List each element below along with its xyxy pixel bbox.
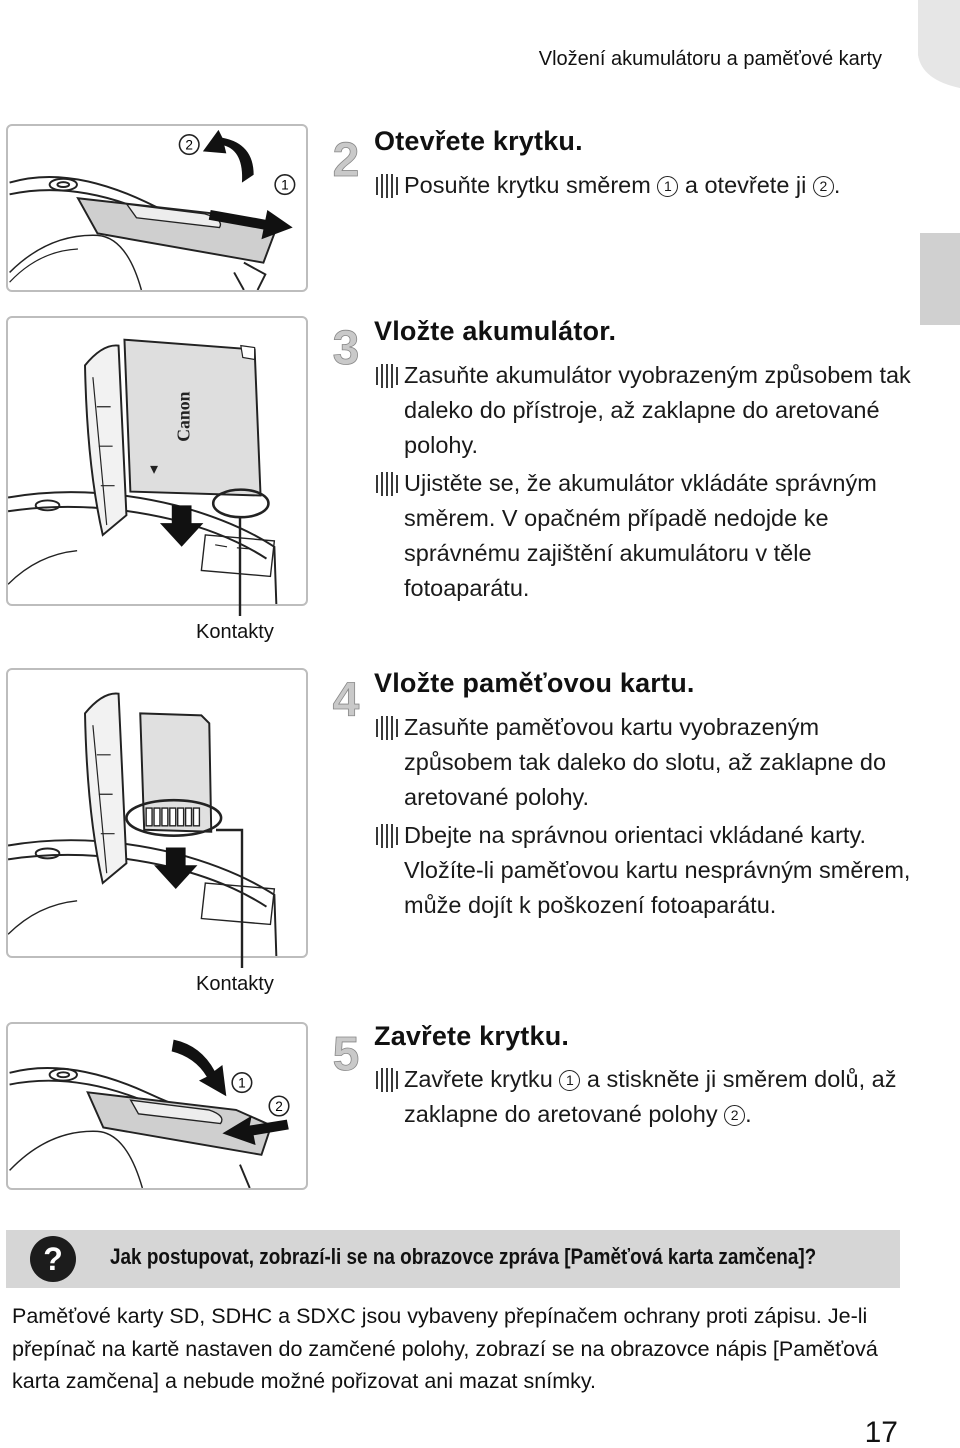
callout-1-inline: 1 bbox=[657, 176, 678, 197]
contacts-label-card: Kontakty bbox=[196, 973, 274, 995]
faq-question-text: Jak postupovat, zobrazí-li se na obrazovce zpráva [Paměťová karta zamčena]? bbox=[110, 1244, 817, 1269]
illus2-callout-2: 2 bbox=[185, 137, 194, 153]
callout-1-inline: 1 bbox=[559, 1070, 580, 1091]
contacts-label-battery: Kontakty bbox=[196, 621, 274, 643]
step-number-4 bbox=[325, 674, 367, 722]
illustration-open-cover bbox=[6, 124, 308, 292]
memory-card bbox=[140, 713, 211, 831]
page-number: 17 bbox=[864, 1416, 898, 1448]
illus5-callout-1: 1 bbox=[238, 1075, 246, 1091]
illus5-callout-2: 2 bbox=[275, 1098, 283, 1114]
illustration-close-cover bbox=[6, 1022, 308, 1190]
svg-text:5: 5 bbox=[332, 1028, 360, 1076]
chapter-side-tab bbox=[920, 233, 960, 325]
step-title-5: Zavřete krytku. bbox=[374, 1021, 570, 1051]
step3-bullet-2: Ujistěte se, že akumulátor vkládáte správným směrem. V opačném případě nedojde ke správnému zajištění akumulátoru v těle fotoaparátu. bbox=[374, 466, 914, 606]
callout-2-inline: 2 bbox=[813, 176, 834, 197]
open-direction-arrow-2 bbox=[203, 130, 254, 183]
bullet-icon bbox=[374, 471, 402, 497]
illus2-callout-1: 1 bbox=[281, 177, 289, 193]
battery-brand-label: Canon bbox=[173, 391, 194, 442]
battery bbox=[124, 340, 260, 496]
callout-2-inline: 2 bbox=[724, 1105, 745, 1126]
close-direction-arrow-1 bbox=[172, 1040, 227, 1097]
question-mark-icon: ? bbox=[30, 1236, 76, 1282]
bullet-icon bbox=[374, 715, 402, 741]
step-number-5 bbox=[325, 1028, 367, 1076]
step-number-2 bbox=[325, 134, 367, 182]
illustration-insert-battery bbox=[6, 316, 308, 606]
step-title-2: Otevřete krytku. bbox=[374, 126, 583, 156]
step-title-4: Vložte paměťovou kartu. bbox=[374, 668, 695, 698]
step3-bullet-1: Zasuňte akumulátor vyobrazeným způsobem tak daleko do přístroje, až zaklapne do aretované polohy. bbox=[374, 358, 914, 463]
faq-answer-text: Paměťové karty SD, SDHC a SDXC jsou vybaveny přepínačem ochrany proti zápisu. Je-li přepínač na kartě nastaven do zamčené polohy, zobrazí se na obrazovce nápis [Paměťová karta zamčena] a nebude možné pořizovat ani mazat snímky. bbox=[12, 1304, 878, 1393]
svg-text:2: 2 bbox=[332, 134, 360, 182]
step-title-3: Vložte akumulátor. bbox=[374, 316, 617, 346]
contacts-leader-line-3 bbox=[236, 518, 244, 616]
illustration-insert-card bbox=[6, 668, 308, 958]
bullet-icon bbox=[374, 1067, 402, 1093]
svg-text:3: 3 bbox=[332, 322, 360, 370]
faq-question-bar bbox=[6, 1230, 900, 1288]
step-number-3 bbox=[325, 322, 367, 370]
bullet-icon bbox=[374, 823, 402, 849]
bullet-icon bbox=[374, 363, 402, 389]
page-corner-tab bbox=[910, 0, 960, 88]
header-title: Vložení akumulátoru a paměťové karty bbox=[538, 48, 882, 70]
bullet-icon bbox=[374, 173, 402, 199]
insert-down-arrow-card bbox=[154, 848, 197, 889]
step2-bullet-1: Posuňte krytku směrem 1 a otevřete ji 2 . bbox=[374, 168, 914, 203]
contacts-leader-line-4 bbox=[214, 818, 248, 968]
step5-bullet-1: Zavřete krytku 1 a stiskněte ji směrem dolů, až zaklapne do aretované polohy 2 . bbox=[374, 1062, 914, 1132]
step4-bullet-2: Dbejte na správnou orientaci vkládané karty. Vložíte-li paměťovou kartu nesprávným směrem, může dojít k poškození fotoaparátu. bbox=[374, 818, 914, 923]
svg-text:4: 4 bbox=[332, 674, 360, 722]
step4-bullet-1: Zasuňte paměťovou kartu vyobrazeným způsobem tak daleko do slotu, až zaklapne do aretované polohy. bbox=[374, 710, 914, 815]
